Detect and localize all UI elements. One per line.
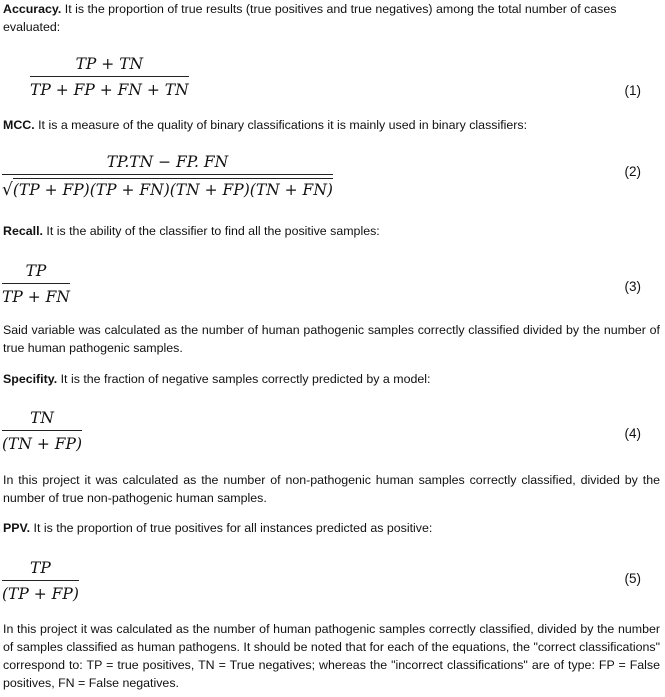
- accuracy-denominator: TP + FP + FN + TN: [30, 81, 189, 99]
- mcc-numerator: TP.TN − FP. FN: [106, 153, 229, 171]
- specificity-denominator: (TN + FP): [2, 435, 83, 453]
- ppv-denominator: (TP + FP): [2, 585, 79, 603]
- mcc-denominator-wrap: [2, 178, 333, 200]
- ppv-fraction: [2, 558, 79, 604]
- specificity-term: Specifity.: [3, 372, 58, 386]
- ppv-numerator: TP: [30, 559, 51, 577]
- specificity-text: It is the fraction of negative samples correctly predicted by a model:: [57, 372, 431, 386]
- recall-text: It is the ability of the classifier to find all the positive samples:: [42, 224, 380, 238]
- specificity-note: In this project it was calculated as the number of non-pathogenic human samples correctly classified, divided by the number of true non-pathogenic human samples.: [3, 473, 660, 505]
- recall-denominator: TP + FN: [2, 288, 70, 306]
- mcc-denominator: (TP + FP)(TP + FN)(TN + FP)(TN + FN): [13, 178, 333, 200]
- ppv-text: It is the proportion of true positives for all instances predicted as positive:: [30, 521, 433, 535]
- equation-number-3: (3): [624, 279, 641, 294]
- mcc-text: It is a measure of the quality of binary classifications it is mainly used in binary classifiers:: [34, 118, 528, 132]
- mcc-term: MCC.: [3, 118, 35, 132]
- fraction-bar: [2, 283, 70, 284]
- specificity-definition: [3, 370, 660, 388]
- accuracy-fraction: [30, 54, 189, 100]
- equation-number-2: (2): [624, 164, 641, 179]
- fraction-bar: [2, 580, 79, 581]
- ppv-term: PPV.: [3, 521, 31, 535]
- ppv-definition: [3, 519, 660, 537]
- recall-definition: [3, 222, 660, 240]
- recall-term: Recall.: [3, 224, 43, 238]
- fraction-bar: [2, 430, 82, 431]
- accuracy-definition: [3, 0, 660, 36]
- equation-number-1: (1): [624, 83, 641, 98]
- ppv-note: In this project it was calculated as the number of human pathogenic samples correctly classified, divided by the number of samples classified as human pathogens. It should be noted that for each of the equations, the "correct classifications" correspond to: TP = true positives, TN = True negatives; whereas the "incorrect classifications" are of type: FP = False positives, FN = False negatives.: [3, 622, 660, 690]
- accuracy-text: It is the proportion of true results (true positives and true negatives) among the total number of cases evaluated:: [3, 2, 617, 34]
- specificity-numerator: TN: [30, 409, 54, 427]
- recall-note: Said variable was calculated as the number of human pathogenic samples correctly classified divided by the number of true human pathogenic samples.: [3, 323, 660, 355]
- accuracy-numerator: TP + TN: [75, 55, 144, 73]
- mcc-definition: [3, 116, 660, 134]
- equation-number-4: (4): [624, 426, 641, 441]
- equation-number-5: (5): [624, 571, 641, 586]
- fraction-bar: [30, 76, 189, 77]
- square-root-icon: √: [2, 180, 13, 200]
- recall-fraction: [2, 261, 70, 307]
- recall-numerator: TP: [25, 262, 47, 280]
- accuracy-term: Accuracy.: [3, 2, 62, 16]
- fraction-bar: [2, 174, 333, 175]
- mcc-fraction: [2, 152, 333, 200]
- specificity-fraction: [2, 408, 82, 454]
